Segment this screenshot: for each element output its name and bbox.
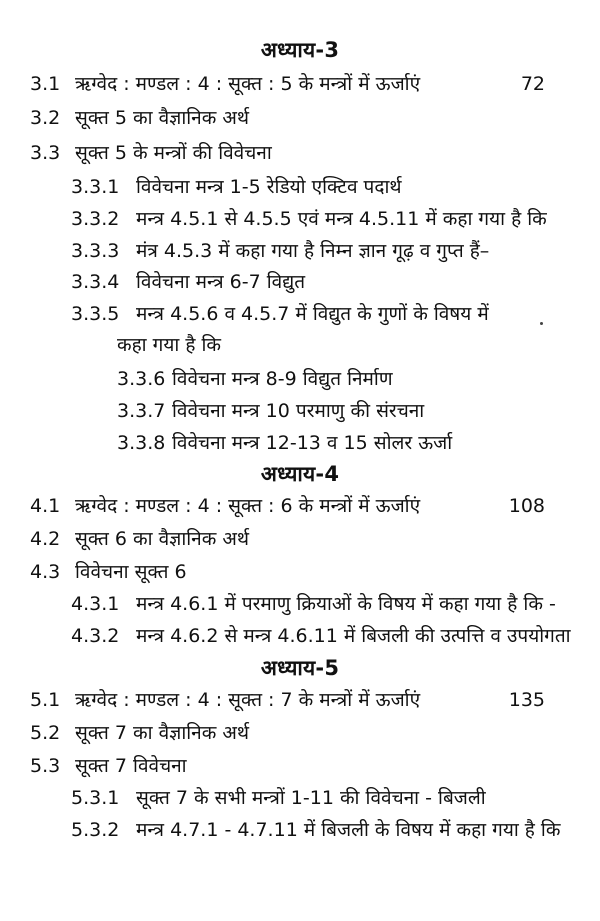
entry-number: 3.3.8	[117, 432, 166, 454]
toc-entry-continuation	[117, 333, 517, 357]
entry-title: विवेचना मन्त्र 12-13 व 15 सोलर ऊर्जा	[172, 432, 453, 454]
entry-number: 4.2	[30, 528, 61, 550]
entry-title: मन्त्र 4.6.2 से मन्त्र 4.6.11 में बिजली की उत्पत्ति व उपयोगता	[136, 625, 571, 647]
entry-page-number: 72	[520, 73, 545, 95]
entry-number: 5.3.2	[71, 819, 120, 841]
entry-number: 4.3.2	[71, 625, 120, 647]
entry-number: 3.2	[30, 107, 61, 129]
entry-title-continued: कहा गया है कि	[117, 334, 221, 356]
entry-title: मन्त्र 4.5.1 से 4.5.5 एवं मन्त्र 4.5.11 में कहा गया है कि	[136, 208, 547, 230]
entry-title: मन्त्र 4.6.1 में परमाणु क्रियाओं के विषय में कहा गया है कि -	[136, 593, 556, 615]
entry-number: 5.1	[30, 689, 61, 711]
entry-number: 3.3.1	[71, 176, 120, 198]
entry-title: सूक्त 7 विवेचना	[75, 755, 187, 777]
entry-number: 3.3.7	[117, 400, 166, 422]
entry-title: ऋग्वेद : मण्डल : 4 : सूक्त : 5 के मन्त्रों में ऊर्जाएं	[75, 73, 421, 95]
chapter-heading: अध्याय-4	[260, 462, 340, 486]
entry-title: विवेचना मन्त्र 6-7 विद्युत	[136, 271, 306, 293]
entry-title: विवेचना मन्त्र 8-9 विद्युत निर्माण	[172, 368, 393, 390]
entry-number: 3.3.4	[71, 271, 120, 293]
entry-number: 5.3	[30, 755, 61, 777]
entry-title: विवेचना सूक्त 6	[75, 561, 187, 583]
entry-title: विवेचना मन्त्र 1-5 रेडियो एक्टिव पदार्थ	[136, 176, 402, 198]
entry-number: 3.3.5	[71, 303, 120, 325]
chapter-heading: अध्याय-3	[260, 38, 340, 62]
entry-page-number: 108	[508, 495, 545, 517]
chapter-heading: अध्याय-5	[260, 656, 340, 680]
entry-number: 3.3.6	[117, 368, 166, 390]
entry-number: 5.2	[30, 722, 61, 744]
entry-title: मंत्र 4.5.3 में कहा गया है निम्न ज्ञान गूढ़ व गुप्त हैं–	[136, 240, 490, 262]
entry-page-number: 135	[508, 689, 545, 711]
entry-number: 4.3	[30, 561, 61, 583]
entry-number: 4.1	[30, 495, 61, 517]
entry-number: 3.1	[30, 73, 61, 95]
entry-title: मन्त्र 4.5.6 व 4.5.7 में विद्युत के गुणों के विषय में	[136, 303, 489, 325]
entry-title: मन्त्र 4.7.1 - 4.7.11 में बिजली के विषय में कहा गया है कि	[136, 819, 561, 841]
entry-title: विवेचना मन्त्र 10 परमाणु की संरचना	[172, 400, 425, 422]
stray-mark	[540, 322, 543, 325]
entry-title: ऋग्वेद : मण्डल : 4 : सूक्त : 6 के मन्त्रों में ऊर्जाएं	[75, 495, 421, 517]
entry-title: ऋग्वेद : मण्डल : 4 : सूक्त : 7 के मन्त्रों में ऊर्जाएं	[75, 689, 421, 711]
entry-number: 3.3.3	[71, 240, 120, 262]
entry-title: सूक्त 7 के सभी मन्त्रों 1-11 की विवेचना - बिजली	[136, 787, 486, 809]
entry-number: 5.3.1	[71, 787, 120, 809]
entry-number: 4.3.1	[71, 593, 120, 615]
entry-title: सूक्त 5 के मन्त्रों की विवेचना	[75, 142, 272, 164]
entry-number: 3.3	[30, 142, 61, 164]
entry-number: 3.3.2	[71, 208, 120, 230]
entry-title: सूक्त 7 का वैज्ञानिक अर्थ	[75, 722, 249, 744]
entry-title: सूक्त 6 का वैज्ञानिक अर्थ	[75, 528, 249, 550]
entry-title: सूक्त 5 का वैज्ञानिक अर्थ	[75, 107, 249, 129]
